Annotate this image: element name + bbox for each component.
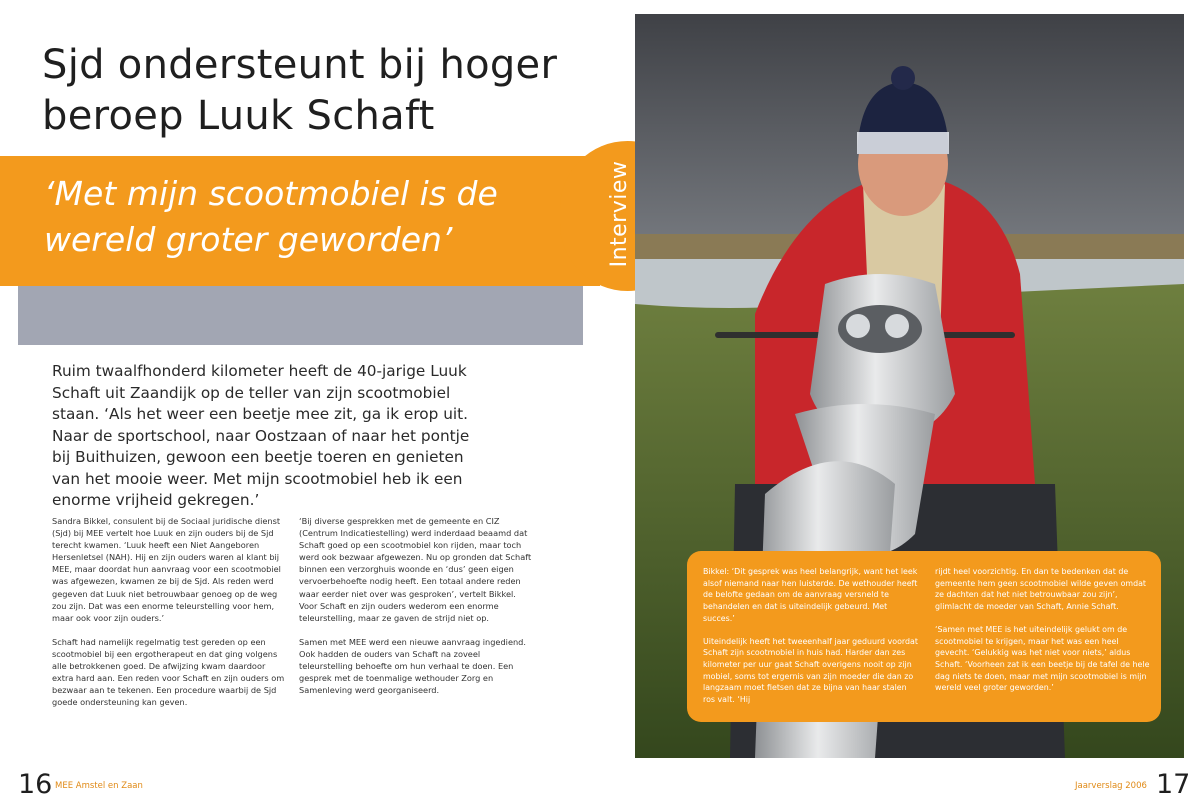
grey-band — [18, 286, 583, 345]
article-title: Sjd ondersteunt bij hoger beroep Luuk Schaft — [42, 42, 558, 139]
body-paragraph: Samen met MEE werd een nieuwe aanvraag ingediend. Ook hadden de ouders van Schaft na zoveel teleurstelling behoefte om hun verhaal te doen. Een gesprek met de toenmalige wethouder Zorg en Samenleving werd georganiseerd. — [299, 636, 526, 696]
box-column-2 — [935, 566, 1153, 705]
box-paragraph: Bikkel: ‘Dit gesprek was heel belangrijk, want het leek alsof niemand naar hen luisterde. De wethouder heeft de belofte gedaan om de aanvraag versneld te behandelen en dat is uiteindelijk gebeurd. Met succes.’ — [703, 567, 918, 623]
body-column-1 — [52, 515, 287, 720]
page-number-left: 16 — [18, 769, 53, 800]
page-number-right: 17 — [1156, 769, 1191, 800]
footer-publication: Jaarverslag 2006 — [1075, 781, 1147, 791]
body-paragraph: Schaft had namelijk regelmatig test gereden op een scootmobiel bij een ergotherapeut en dat ging volgens alle betrokkenen goed. De afwijzing kwam daardoor extra hard aan. Een reden voor Schaft en zijn ouders om bezwaar aan te tekenen. Een procedure waarbij de Sjd goede ondersteuning kan geven. — [52, 636, 285, 708]
box-column-1 — [703, 566, 921, 717]
footer-publisher: MEE Amstel en Zaan — [55, 781, 143, 791]
box-paragraph: Uiteindelijk heeft het tweeenhalf jaar geduurd voordat Schaft zijn scootmobiel in huis had. Harder dan zes kilometer per uur gaat Schaft overigens nooit op zijn mobiel, soms tot ergernis van zijn moeder die dan zo langzaam moet fietsen dat ze bijna van haar stalen ros valt. ‘Hij — [703, 636, 918, 705]
body-paragraph: ‘Bij diverse gesprekken met de gemeente en CIZ (Centrum Indicatiestelling) werd inderdaad beaamd dat Schaft goed op een scootmobiel kon rijden, maar toch werd ook bezwaar afgewezen. Nu op gronden dat Schaft binnen een verzorghuis woonde en ‘dus’ geen eigen vervoerbehoefte nodig heeft. Een totaal andere reden waar eerder niet over was gesproken’, vertelt Bikkel. Voor Schaft en zijn ouders wederom een enorme teleurstelling, maar ze gaven de strijd niet op. — [299, 516, 532, 623]
pull-quote: ‘Met mijn scootmobiel is de wereld groter geworden’ — [44, 174, 498, 259]
section-kicker: Interview — [607, 160, 632, 268]
body-paragraph: Sandra Bikkel, consulent bij de Sociaal juridische dienst (Sjd) bij MEE vertelt hoe Luuk en zijn ouders bij de Sjd terecht kwamen. ‘Luuk heeft een Niet Aangeboren Hersenletsel (NAH). Hij en zijn ouders waren al klant bij MEE, maar doordat hun aanvraag voor een scootmobiel was afgewezen, kwamen ze bij de Sjd. Als reden werd gegeven dat Luuk niet betrouwbaar genoeg op de weg zou zijn. Dat was een enorme teleurstelling voor hem, maar ook voor zijn ouders.’ — [52, 516, 281, 623]
lead-paragraph: Ruim twaalfhonderd kilometer heeft de 40-jarige Luuk Schaft uit Zaandijk op de teller van zijn scootmobiel staan. ‘Als het weer een beetje mee zit, ga ik erop uit. Naar de sportschool, naar Oostzaan of naar het pontje bij Buithuizen, gewoon een beetje toeren en genieten van het mooie weer. Met mijn scootmobiel heb ik een enorme vrijheid gekregen.’ — [52, 362, 470, 509]
box-paragraph: ‘Samen met MEE is het uiteindelijk gelukt om de scootmobiel te krijgen, maar het was een heel gevecht. ‘Gelukkig was het niet voor niets,’ aldus Schaft. ‘Voorheen zat ik een beetje bij de tafel de hele dag niets te doen, maar met mijn scootmobiel is mijn wereld veel groter geworden.’ — [935, 624, 1150, 693]
body-column-2 — [299, 515, 534, 708]
box-paragraph: rijdt heel voorzichtig. En dan te bedenken dat de gemeente hem geen scootmobiel wilde geven omdat ze dachten dat het niet betrouwbaar zou zijn’, glimlacht de moeder van Schaft, Annie Schaft. — [935, 567, 1147, 612]
